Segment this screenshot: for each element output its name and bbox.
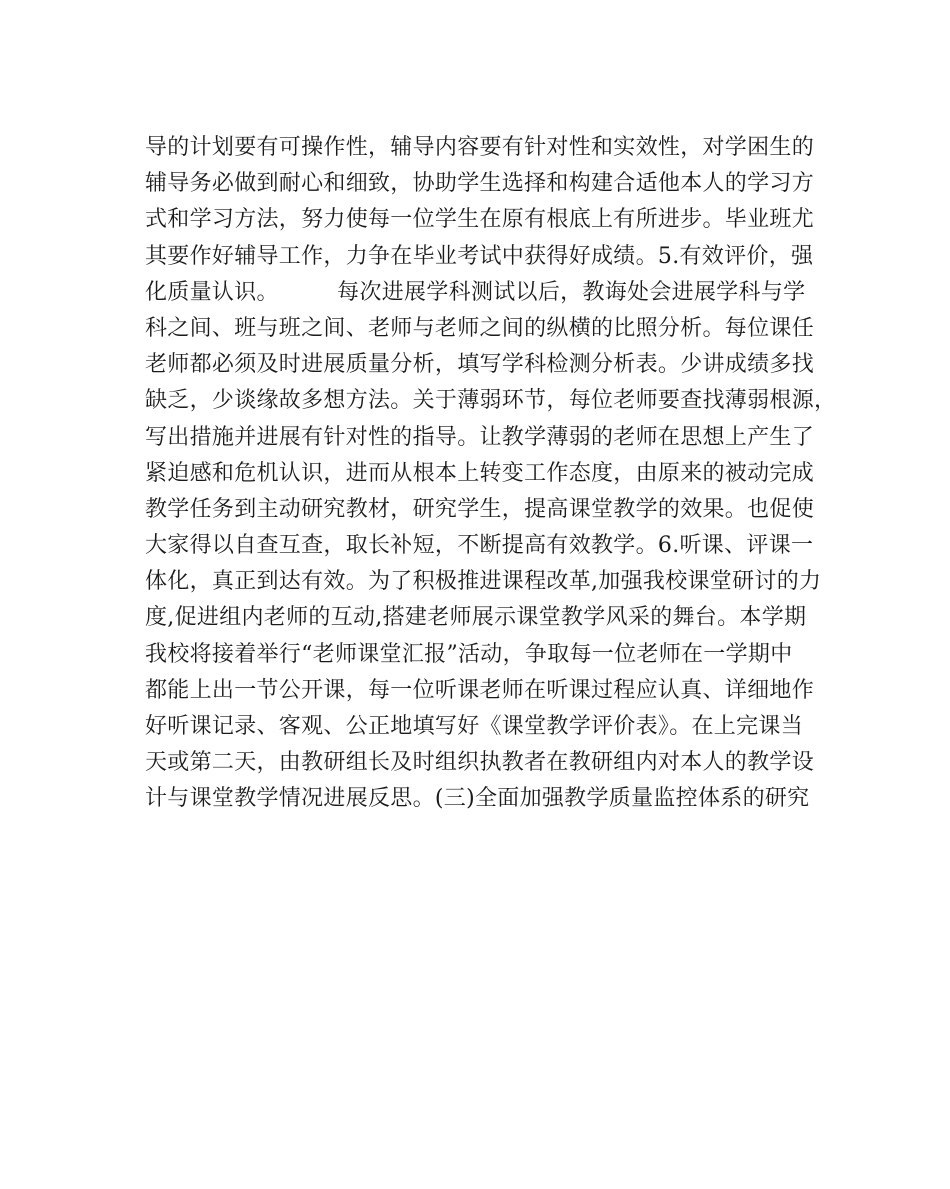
text-line: 天或第二天，由教研组长及时组织执教者在教研组内对本人的教学设 bbox=[145, 750, 815, 776]
text-line: 计与课堂教学情况进展反思。(三)全面加强教学质量监控体系的研究 bbox=[145, 786, 810, 812]
text-line: 大家得以自查互查，取长补短，不断提高有效教学。6.听课、评课一 bbox=[145, 533, 814, 559]
text-line: 写出措施并进展有针对性的指导。让教学薄弱的老师在思想上产生了 bbox=[145, 424, 815, 450]
text-line: 教学任务到主动研究教材，研究学生，提高课堂教学的效果。也促使 bbox=[145, 496, 815, 522]
text-line: 辅导务必做到耐心和细致，协助学生选择和构建合适他本人的学习方 bbox=[145, 171, 815, 197]
text-line: 其要作好辅导工作，力争在毕业考试中获得好成绩。5.有效评价，强 bbox=[145, 243, 814, 269]
text-line: 缺乏，少谈缘故多想方法。关于薄弱环节，每位老师要查找薄弱根源， bbox=[145, 388, 837, 414]
text-line: 都能上出一节公开课，每一位听课老师在听课过程应认真、详细地作 bbox=[145, 677, 815, 703]
text-line: 科之间、班与班之间、老师与老师之间的纵横的比照分析。每位课任 bbox=[145, 315, 815, 341]
text-line: 体化，真正到达有效。为了积极推进课程改革,加强我校课堂研讨的力 bbox=[145, 569, 822, 595]
text-line: 式和学习方法，努力使每一位学生在原有根底上有所进步。毕业班尤 bbox=[145, 207, 815, 233]
text-line: 老师都必须及时进展质量分析，填写学科检测分析表。少讲成绩多找 bbox=[145, 352, 815, 378]
body-text bbox=[145, 130, 837, 818]
text-line: 我校将接着举行“老师课堂汇报”活动，争取每一位老师在一学期中 bbox=[145, 641, 793, 667]
text-line: 导的计划要有可操作性，辅导内容要有针对性和实效性，对学困生的 bbox=[145, 135, 815, 160]
text-line: 紧迫感和危机认识，进而从根本上转变工作态度，由原来的被动完成 bbox=[145, 460, 815, 486]
text-line: 好听课记录、客观、公正地填写好《课堂教学评价表》。在上完课当 bbox=[145, 714, 804, 739]
text-line: 化质量认识。 每次进展学科测试以后，教诲处会进展学科与学 bbox=[145, 279, 806, 305]
text-line: 度,促进组内老师的互动,搭建老师展示课堂教学风采的舞台。本学期 bbox=[145, 605, 807, 631]
